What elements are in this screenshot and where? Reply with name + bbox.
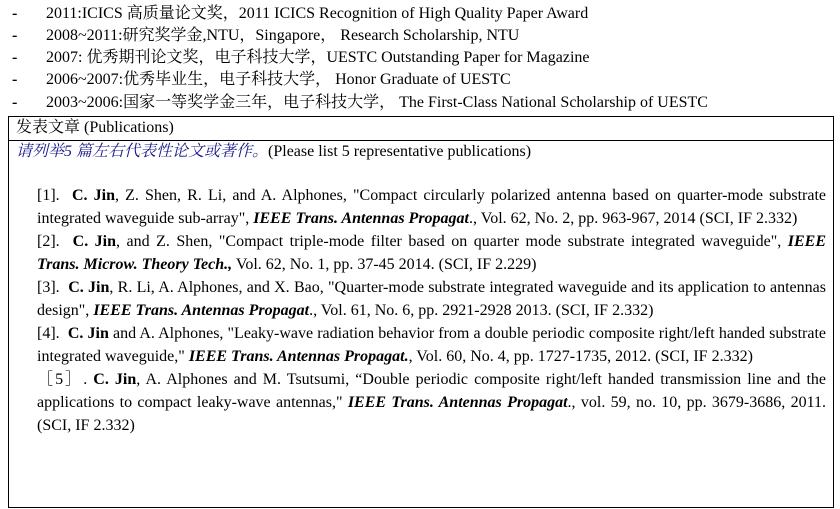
pub-details: ., Vol. 62, No. 2, pp. 963-967, 2014 (SCI, IF 2.332)	[468, 210, 798, 227]
pub-details: ., Vol. 61, No. 6, pp. 2921-2928 2013. (SCI, IF 2.332)	[309, 302, 654, 319]
pub-journal: IEEE Trans. Microw. Theory Tech.,	[37, 233, 826, 273]
pub-authors-title: , A. Alphones and M. Tsutsumi, “Double periodic composite right/left handed transmission line and the applications to compact leaky-wave antennas,"	[37, 371, 826, 411]
award-text: 2008~2011:研究奖学金,NTU，Singapore， Research Scholarship, NTU	[46, 27, 520, 44]
award-item	[0, 25, 840, 47]
award-item	[0, 92, 840, 114]
pub-journal: IEEE Trans. Antennas Propagat	[347, 394, 568, 411]
award-text: 2007: 优秀期刊论文奖，电子科技大学，UESTC Outstanding Paper for Magazine	[46, 49, 590, 66]
table-border-bottom	[8, 507, 834, 508]
publication-item	[37, 368, 826, 437]
instruction-english: (Please list 5 representative publications)	[268, 143, 532, 160]
bullet-dash: -	[12, 49, 18, 66]
pub-authors-title: , Z. Shen, R. Li, and A. Alphones, "Compact circularly polarized antenna based on quarter-mode substrate integrated waveguide sub-array",	[37, 187, 826, 227]
pub-index: [3].	[37, 279, 60, 296]
bullet-dash: -	[12, 5, 18, 22]
publication-item	[37, 322, 826, 368]
pub-author-bold: C. Jin	[67, 325, 109, 342]
pub-index: [1].	[37, 187, 60, 204]
publication-item	[37, 184, 826, 230]
award-text: 2006~2007:优秀毕业生，电子科技大学， Honor Graduate of UESTC	[46, 71, 511, 88]
publication-item	[37, 276, 826, 322]
pub-authors-title: and A. Alphones, "Leaky-wave radiation behavior from a double periodic composite right/left handed substrate integrated waveguide,"	[37, 325, 827, 365]
section-title: 发表文章 (Publications)	[16, 119, 174, 136]
publication-item	[37, 230, 826, 276]
pub-author-bold: C. Jin	[71, 187, 115, 204]
award-text: 2011:ICICS 高质量论文奖，2011 ICICS Recognition of High Quality Paper Award	[46, 5, 589, 22]
bullet-dash: -	[12, 27, 18, 44]
pub-author-bold: C. Jin	[72, 233, 117, 250]
pub-authors-title: , and Z. Shen, "Compact triple-mode filter based on quarter mode substrate integrated waveguide",	[116, 233, 788, 250]
pub-index: [2].	[37, 233, 60, 250]
award-item	[0, 3, 840, 25]
pub-authors-title: , R. Li, A. Alphones, and X. Bao, "Quarter-mode substrate integrated waveguide and its application to antennas design",	[37, 279, 826, 319]
pub-index: ［5］.	[37, 371, 88, 388]
pub-journal: IEEE Trans. Antennas Propagat.	[188, 348, 409, 365]
publication-list	[37, 184, 826, 437]
pub-details: Vol. 62, No. 1, pp. 37-45 2014. (SCI, IF 2.229)	[232, 256, 537, 273]
pub-details: ., vol. 59, no. 10, pp. 3679-3686, 2011. (SCI, IF 2.332)	[37, 394, 826, 434]
pub-index: [4].	[37, 325, 60, 342]
pub-author-bold: C. Jin	[68, 279, 110, 296]
pub-author-bold: C. Jin	[93, 371, 137, 388]
bullet-dash: -	[12, 94, 18, 111]
instruction-line	[16, 141, 531, 163]
table-border-right	[833, 116, 834, 508]
table-border-left	[8, 116, 9, 508]
pub-details: , Vol. 60, No. 4, pp. 1727-1735, 2012. (SCI, IF 2.332)	[408, 348, 753, 365]
bullet-dash: -	[12, 71, 18, 88]
award-item	[0, 47, 840, 69]
award-item	[0, 69, 840, 91]
pub-journal: IEEE Trans. Antennas Propagat	[253, 210, 469, 227]
pub-journal: IEEE Trans. Antennas Propagat	[93, 302, 310, 319]
instruction-chinese: 请列举5 篇左右代表性论文或著作。	[16, 143, 269, 160]
award-text: 2003~2006:国家一等奖学金三年，电子科技大学， The First-Class National Scholarship of UESTC	[46, 94, 708, 111]
